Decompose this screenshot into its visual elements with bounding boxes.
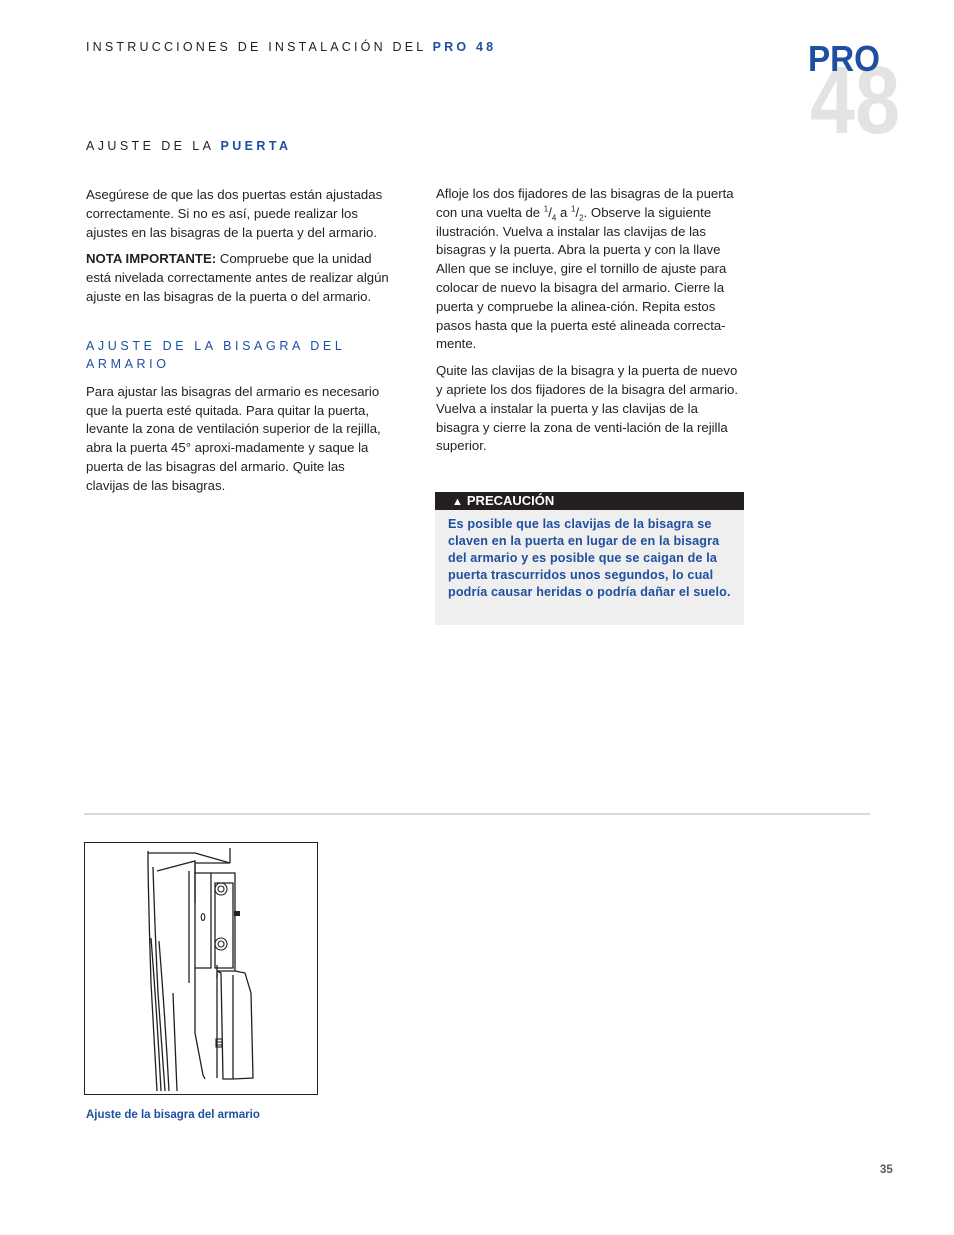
page-number: 35 (880, 1164, 893, 1176)
logo-number: 48 (810, 47, 900, 136)
tighten-paragraph: Quite las clavijas de la bisagra y la puerta de nuevo y apriete los dos fijadores de la bisagra del armario. Vuelva a instalar la puerta y las clavijas de la bisagra y cierre la zona de venti-lación de la rejilla superior. (436, 363, 739, 454)
divider (84, 813, 870, 815)
pro48-logo (806, 40, 902, 136)
fraction-numerator: 1 (571, 204, 576, 214)
caution-header (435, 492, 744, 510)
fraction-numerator: 1 (543, 204, 549, 214)
fraction-denominator: 4 (551, 213, 557, 223)
important-note (86, 250, 391, 306)
logo-word: PRO (808, 40, 880, 79)
hinge-illustration (84, 842, 318, 1095)
right-column (436, 185, 741, 464)
note-label: NOTA IMPORTANTE: (86, 251, 217, 267)
figure-caption: Ajuste de la bisagra del armario (86, 1109, 260, 1121)
cabinet-hinge-paragraph: Para ajustar las bisagras del armario es necesario que la puerta esté quitada. Para quitar la puerta, levante la zona de ventilación superior de la rejilla, abra la puerta 45° aproxi-madamente y saque la puerta de las bisagras del armario. Quite las clavijas de las bisagras. (86, 383, 381, 493)
left-column (86, 186, 391, 504)
section-title (86, 139, 291, 153)
header-prefix: INSTRUCCIONES DE INSTALACIÓN DEL (86, 40, 426, 54)
section-title-prefix: AJUSTE DE LA (86, 139, 214, 153)
caution-box (435, 510, 744, 625)
caution-text: Es posible que las clavijas de la bisagra se claven en la puerta en lugar de en la bisagra del armario y es posible que se caigan de la puerta trascurridos unos segundos, lo cual podría causar heridas o podría dañar el suelo. (448, 517, 731, 600)
running-header (86, 40, 496, 54)
section-title-accent: PUERTA (220, 139, 292, 153)
warning-triangle-icon: ▲ (452, 496, 463, 508)
intro-paragraph: Asegúrese de que las dos puertas están ajustadas correctamente. Si no es así, puede realizar los ajustes en las bisagras de la puerta y del armario. (86, 187, 383, 240)
subheading-cabinet-hinge: AJUSTE DE LA BISAGRA DEL ARMARIO (86, 338, 345, 372)
hinge-drawing (85, 843, 317, 1094)
note-text: Compruebe que la unidad está nivelada correctamente antes de realizar algún ajuste en las bisagras de la puerta o del armario. (86, 251, 389, 304)
caution-label: PRECAUCIÓN (466, 493, 555, 508)
fraction-denominator: 2 (579, 213, 584, 223)
loosen-paragraph: Afloje los dos fijadores de las bisagras de la puerta con una vuelta de $^1/_4$ a $^1/_2$. Observe la siguiente ilustración. Vuelva a instalar las clavijas de las bisagras y la puerta. Abra la puerta y con la llave Allen que se incluye, gire el tornillo de ajuste para colocar de nuevo la bisagra del armario. Cierre la puerta y compruebe la alinea-ción. Repita estos pasos hasta que la puerta esté alineada correcta-mente. (436, 186, 734, 352)
header-model: PRO 48 (432, 40, 497, 54)
